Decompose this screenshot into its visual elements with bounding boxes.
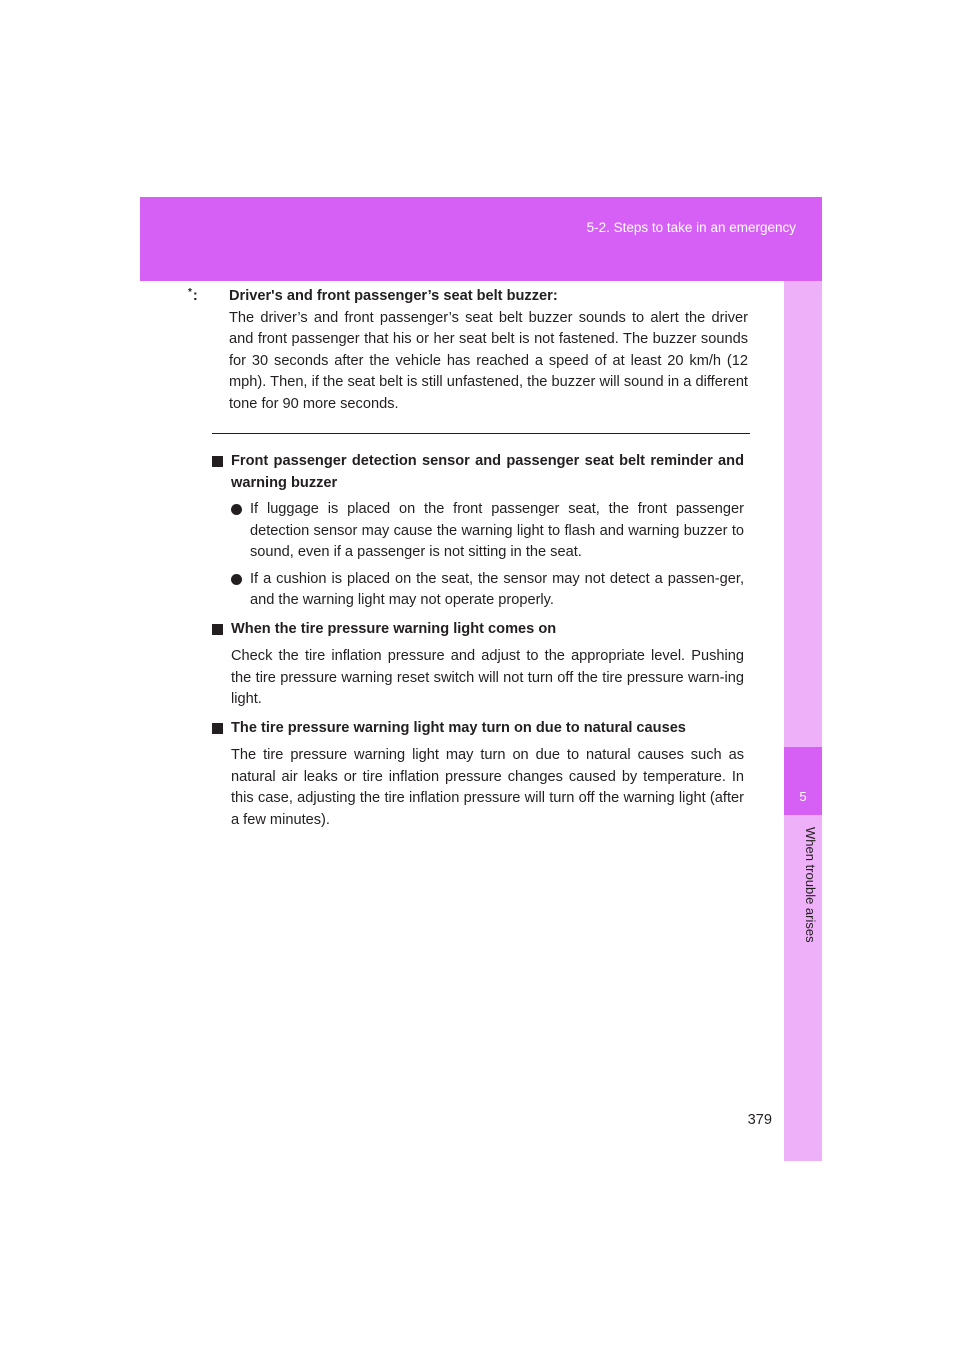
square-bullet-icon <box>212 723 223 734</box>
chapter-number: 5 <box>799 789 807 804</box>
info-item-natural-causes <box>212 718 744 832</box>
header-band <box>140 197 822 281</box>
item-heading: The tire pressure warning light may turn on due to natural causes <box>231 719 686 736</box>
footnote-asterisk: * <box>188 287 192 298</box>
section-divider <box>212 433 750 434</box>
info-item-passenger-sensor <box>212 451 744 612</box>
chapter-label: When trouble arises <box>803 827 818 943</box>
info-item-tire-light-on <box>212 619 744 711</box>
square-bullet-icon <box>212 624 223 635</box>
note-body: The driver’s and front passenger’s seat belt buzzer sounds to alert the driver and front passenger that his or her seat belt is not fastened. The buzzer sounds for 30 seconds after the vehicle has reached a speed of at least 20 km/h (12 mph). Then, if the seat belt is still unfastened, the buzzer will sound in a different tone for 90 more seconds. <box>229 309 748 412</box>
list-item <box>231 499 744 564</box>
round-bullet-icon <box>231 504 242 515</box>
item-body: Check the tire inflation pressure and adjust to the appropriate level. Pushing the tire pressure warning reset switch will not turn off the tire pressure warn-ing light. <box>231 648 744 707</box>
note-marker <box>188 286 198 308</box>
chapter-side-tab <box>784 281 822 1161</box>
seat-belt-buzzer-note <box>188 286 748 415</box>
section-title: 5-2. Steps to take in an emergency <box>586 220 796 235</box>
note-colon: : <box>192 288 198 304</box>
item-heading: Front passenger detection sensor and passenger seat belt reminder and warning buzzer <box>231 453 744 491</box>
item-body: The tire pressure warning light may turn on due to natural causes such as natural air leaks or tire inflation pressure changes caused by temperature. In this case, adjusting the tire inflation pressure will turn off the warning light (after a few minutes). <box>231 747 744 828</box>
bullet-text: If luggage is placed on the front passenger seat, the front passenger detection sensor may cause the warning light to flash and warning buzzer to sound, even if a passenger is not sitting in the seat. <box>250 501 744 560</box>
list-item <box>231 569 744 612</box>
item-heading: When the tire pressure warning light comes on <box>231 620 557 637</box>
round-bullet-icon <box>231 574 242 585</box>
info-list <box>212 451 744 838</box>
bullet-text: If a cushion is placed on the seat, the sensor may not detect a passen-ger, and the warning light may not operate properly. <box>250 570 744 608</box>
square-bullet-icon <box>212 456 223 467</box>
note-section <box>188 286 748 415</box>
page-number: 379 <box>747 1112 772 1128</box>
note-title: Driver's and front passenger’s seat belt buzzer: <box>229 288 558 304</box>
chapter-number-box <box>784 747 822 815</box>
